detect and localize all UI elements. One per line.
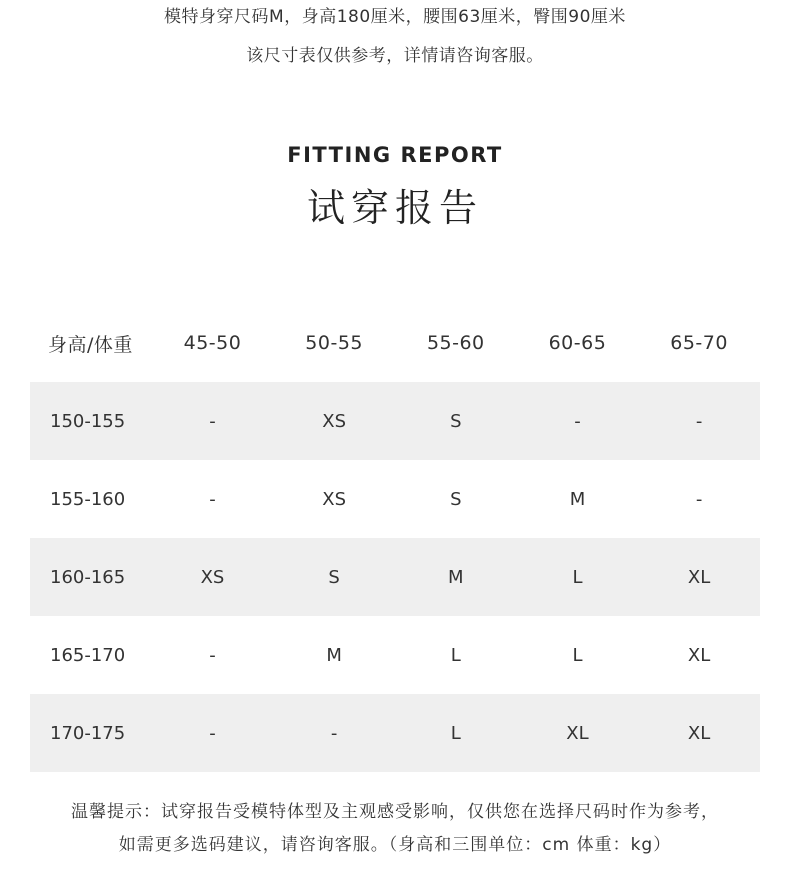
table-row [30, 616, 760, 694]
height-range-label: 165-170 [50, 644, 126, 666]
size-cell: XL [687, 566, 711, 588]
size-cell: M [448, 566, 464, 588]
table-corner-label: 身高/体重 [48, 333, 133, 356]
size-cell: S [450, 488, 462, 510]
size-cell: - [209, 722, 216, 744]
table-row [30, 382, 760, 460]
size-cell: - [209, 644, 216, 666]
fitting-disclaimer-line-1: 温馨提示：试穿报告受模特体型及主观感受影响，仅供您在选择尺码时作为参考， [71, 802, 719, 822]
size-cell: - [695, 410, 703, 432]
size-cell: - [209, 410, 216, 432]
table-row [30, 694, 760, 772]
model-info-text: 模特身穿尺码M，身高180厘米，腰围63厘米，臀围90厘米 [164, 7, 626, 27]
size-cell: - [330, 722, 338, 744]
table-row [30, 538, 760, 616]
weight-column-header: 45-50 [183, 332, 242, 354]
table-row [30, 460, 760, 538]
size-cell: S [450, 410, 462, 432]
size-cell: S [328, 566, 340, 588]
size-cell: XL [687, 722, 711, 744]
weight-column-header: 65-70 [670, 332, 728, 354]
size-cell: M [569, 488, 586, 510]
size-cell: L [572, 644, 583, 666]
size-cell: XS [322, 410, 347, 432]
fitting-disclaimer-line-2: 如需更多选码建议，请咨询客服。（身高和三围单位：cm 体重：kg） [118, 835, 672, 855]
size-cell: - [574, 410, 581, 432]
size-cell: L [572, 566, 583, 588]
height-range-label: 155-160 [50, 488, 126, 510]
weight-column-header: 60-65 [548, 332, 607, 354]
size-cell: - [695, 488, 703, 510]
size-cell: L [450, 722, 461, 744]
weight-column-header: 50-55 [305, 332, 363, 354]
size-table [30, 304, 760, 772]
report-title-cn: 试穿报告 [306, 186, 483, 230]
report-title-en: FITTING REPORT [287, 143, 503, 167]
size-cell: XL [687, 644, 711, 666]
size-cell: L [450, 644, 461, 666]
table-header-row [30, 304, 760, 382]
size-cell: M [326, 644, 342, 666]
reference-note-text: 该尺寸表仅供参考，详情请咨询客服。 [246, 46, 544, 66]
size-cell: XS [322, 488, 347, 510]
weight-column-header: 55-60 [426, 332, 485, 354]
height-range-label: 150-155 [50, 410, 126, 432]
size-cell: XS [200, 566, 225, 588]
size-cell: - [209, 488, 216, 510]
size-cell: XL [566, 722, 589, 744]
height-range-label: 160-165 [50, 566, 126, 588]
height-range-label: 170-175 [50, 722, 126, 744]
